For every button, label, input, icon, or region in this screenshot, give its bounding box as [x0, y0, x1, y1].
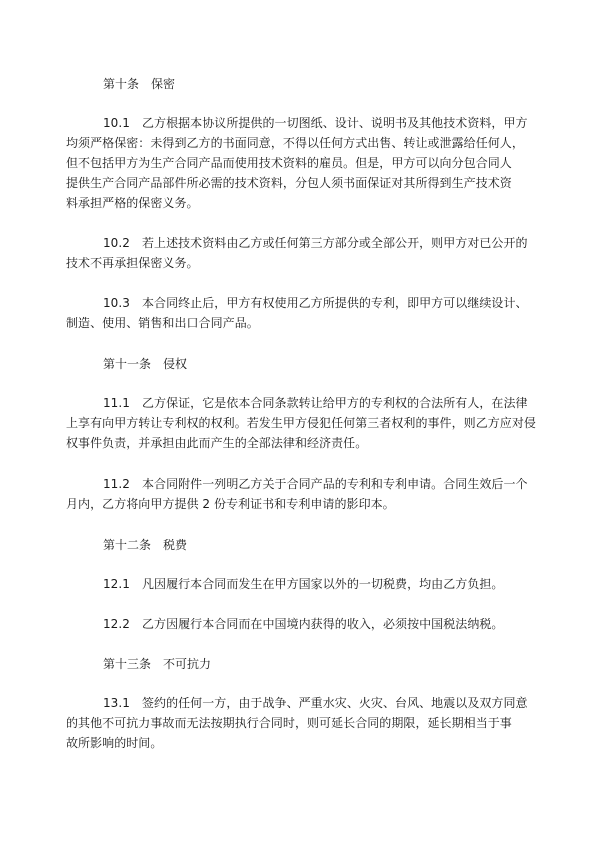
- clause-line: 但不包括甲方为生产合同产品而使用技术资料的雇员。但是，甲方可以向分包合同人: [66, 156, 512, 170]
- clause-11-1: [66, 393, 536, 453]
- clause-line: 权事件负责，并承担由此而产生的全部法律和经济责任。: [66, 436, 368, 450]
- clause-line: 10.2 若上述技术资料由乙方或任何第三方部分或全部公开，则甲方对已公开的: [103, 236, 528, 250]
- section-heading-12: 第十二条 税费: [103, 538, 188, 552]
- clause-line: 均须严格保密：未得到乙方的书面同意，不得以任何方式出售、转让或泄露给任何人，: [66, 136, 524, 150]
- clause-line: 技术不再承担保密义务。: [66, 256, 199, 270]
- section-heading-10: 第十条 保密: [103, 77, 176, 91]
- section-heading-13: 第十三条 不可抗力: [103, 657, 212, 671]
- clause-line: 的其他不可抗力事故而无法按期执行合同时，则可延长合同的期限，延长期相当于事: [66, 716, 512, 730]
- section-heading-11: 第十一条 侵权: [103, 357, 188, 371]
- clause-line: 月内，乙方将向甲方提供 2 份专利证书和专利申请的影印本。: [66, 497, 395, 511]
- clause-line: 13.1 签约的任何一方，由于战争、严重水灾、火灾、台风、地震以及双方同意: [103, 696, 528, 710]
- clause-line: 上享有向甲方转让专利权的权利。若发生甲方侵犯任何第三者权利的事件，则乙方应对侵: [66, 416, 536, 430]
- clause-line: 10.3 本合同终止后，甲方有权使用乙方所提供的专利，即甲方可以继续设计、: [103, 296, 528, 310]
- clause-line: 提供生产合同产品部件所必需的技术资料，分包人须书面保证对其所得到生产技术资: [66, 176, 512, 190]
- clause-12-2: [103, 614, 525, 634]
- clause-line: 故所影响的时间。: [66, 736, 163, 750]
- clause-line: 制造、使用、销售和出口合同产品。: [66, 316, 259, 330]
- clause-10-1: [66, 113, 528, 213]
- clause-12-1: [103, 574, 525, 594]
- clause-13-1: [66, 693, 528, 753]
- clause-line: 10.1 乙方根据本协议所提供的一切图纸、设计、说明书及其他技术资料，甲方: [103, 116, 528, 130]
- clause-line: 11.2 本合同附件一列明乙方关于合同产品的专利和专利申请。合同生效后一个: [103, 477, 528, 491]
- clause-line: 12.1 凡因履行本合同而发生在甲方国家以外的一切税费，均由乙方负担。: [103, 577, 504, 591]
- clause-line: 12.2 乙方因履行本合同而在中国境内获得的收入，必须按中国税法纳税。: [103, 617, 504, 631]
- clause-10-2: [66, 233, 528, 273]
- clause-line: 料承担严格的保密义务。: [66, 196, 199, 210]
- clause-11-2: [66, 474, 528, 514]
- clause-10-3: [66, 293, 528, 333]
- clause-line: 11.1 乙方保证，它是依本合同条款转让给甲方的专利权的合法所有人，在法律: [103, 396, 528, 410]
